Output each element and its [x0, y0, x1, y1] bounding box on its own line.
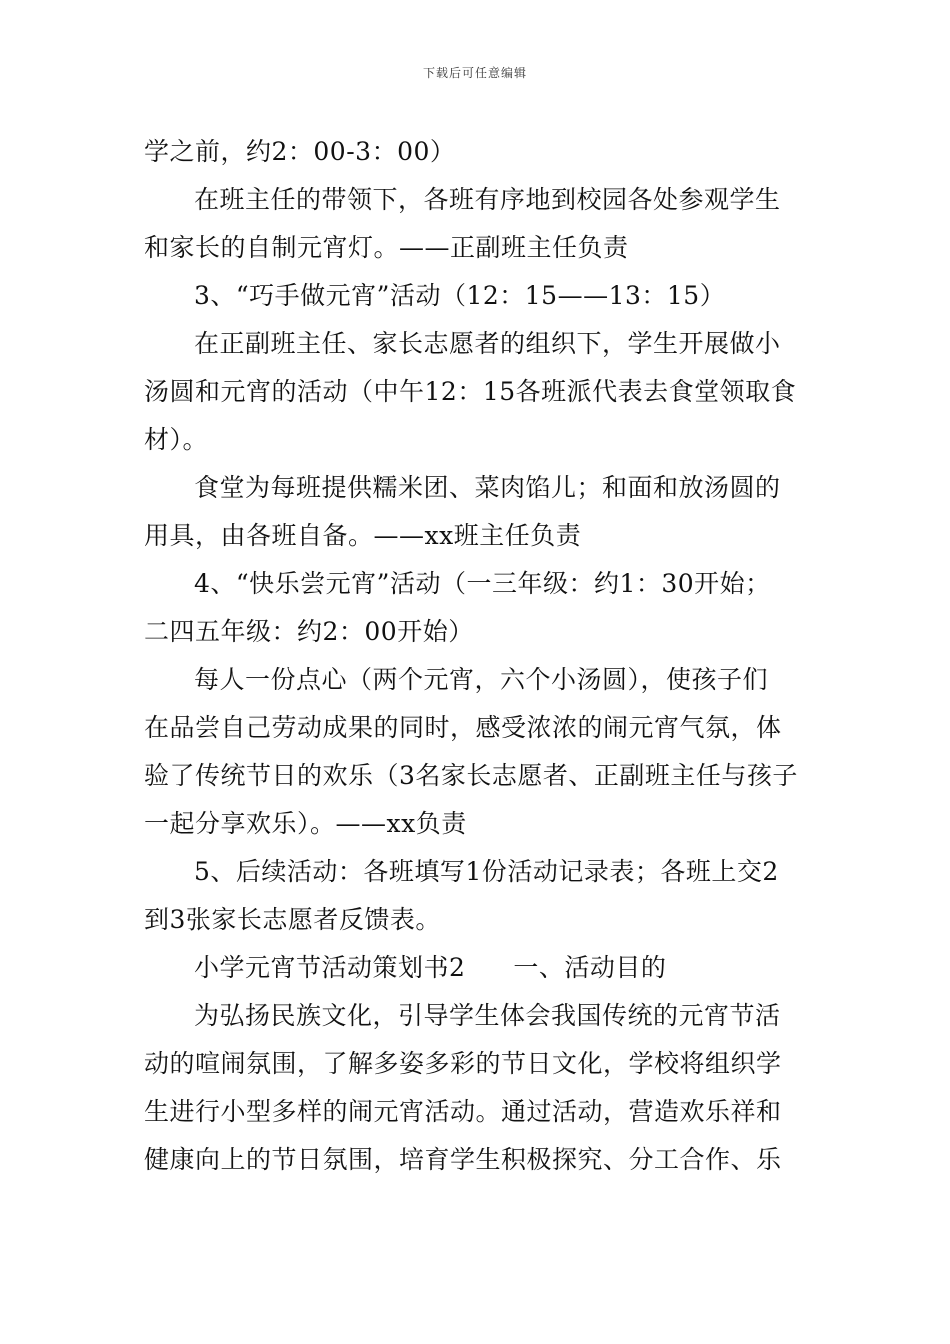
text-line: 材）。 — [144, 425, 209, 454]
section-heading: 一、活动目的 — [513, 953, 667, 982]
text-line: 健康向上的节日氛围，培育学生积极探究、分工合作、乐 — [144, 1145, 782, 1174]
text-line: 在品尝自己劳动成果的同时，感受浓浓的闹元宵气氛，体 — [144, 713, 782, 742]
text-line: 验了传统节日的欢乐（3名家长志愿者、正副班主任与孩子 — [144, 761, 798, 790]
document-body — [144, 128, 810, 1184]
section-heading: 5、后续活动：各班填写1份活动记录表；各班上交2 — [194, 857, 779, 886]
text-line: 汤圆和元宵的活动（中午12：15各班派代表去食堂领取食 — [144, 377, 797, 406]
text-line: 在正副班主任、家长志愿者的组织下，学生开展做小 — [194, 329, 781, 358]
document-title: 小学元宵节活动策划书2 — [194, 953, 466, 982]
text-line: 食堂为每班提供糯米团、菜肉馅儿；和面和放汤圆的 — [194, 473, 781, 502]
text-line: 生进行小型多样的闹元宵活动。通过活动，营造欢乐祥和 — [144, 1097, 782, 1126]
text-line: 一起分享欢乐）。——xx负责 — [144, 809, 467, 838]
section-heading: 3、“巧手做元宵”活动（12：15——13：15） — [194, 281, 726, 310]
page-header: 下载后可任意编辑 — [422, 66, 527, 80]
text-line: 用具，由各班自备。——xx班主任负责 — [144, 521, 582, 550]
text-line: 在班主任的带领下，各班有序地到校园各处参观学生 — [194, 185, 781, 214]
text-line: 和家长的自制元宵灯。——正副班主任负责 — [144, 233, 629, 262]
text-line: 学之前，约2：00-3：00） — [144, 137, 456, 166]
document-title-line — [144, 944, 810, 992]
text-line: 动的喧闹氛围，了解多姿多彩的节日文化，学校将组织学 — [144, 1049, 782, 1078]
text-line: 为弘扬民族文化，引导学生体会我国传统的元宵节活 — [194, 1001, 781, 1030]
text-line: 每人一份点心（两个元宵，六个小汤圆），使孩子们 — [194, 665, 769, 694]
section-heading: 4、“快乐尝元宵”活动（一三年级：约1：30开始； — [194, 569, 771, 598]
text-line: 二四五年级：约2：00开始） — [144, 617, 474, 646]
text-line: 到3张家长志愿者反馈表。 — [144, 905, 441, 934]
